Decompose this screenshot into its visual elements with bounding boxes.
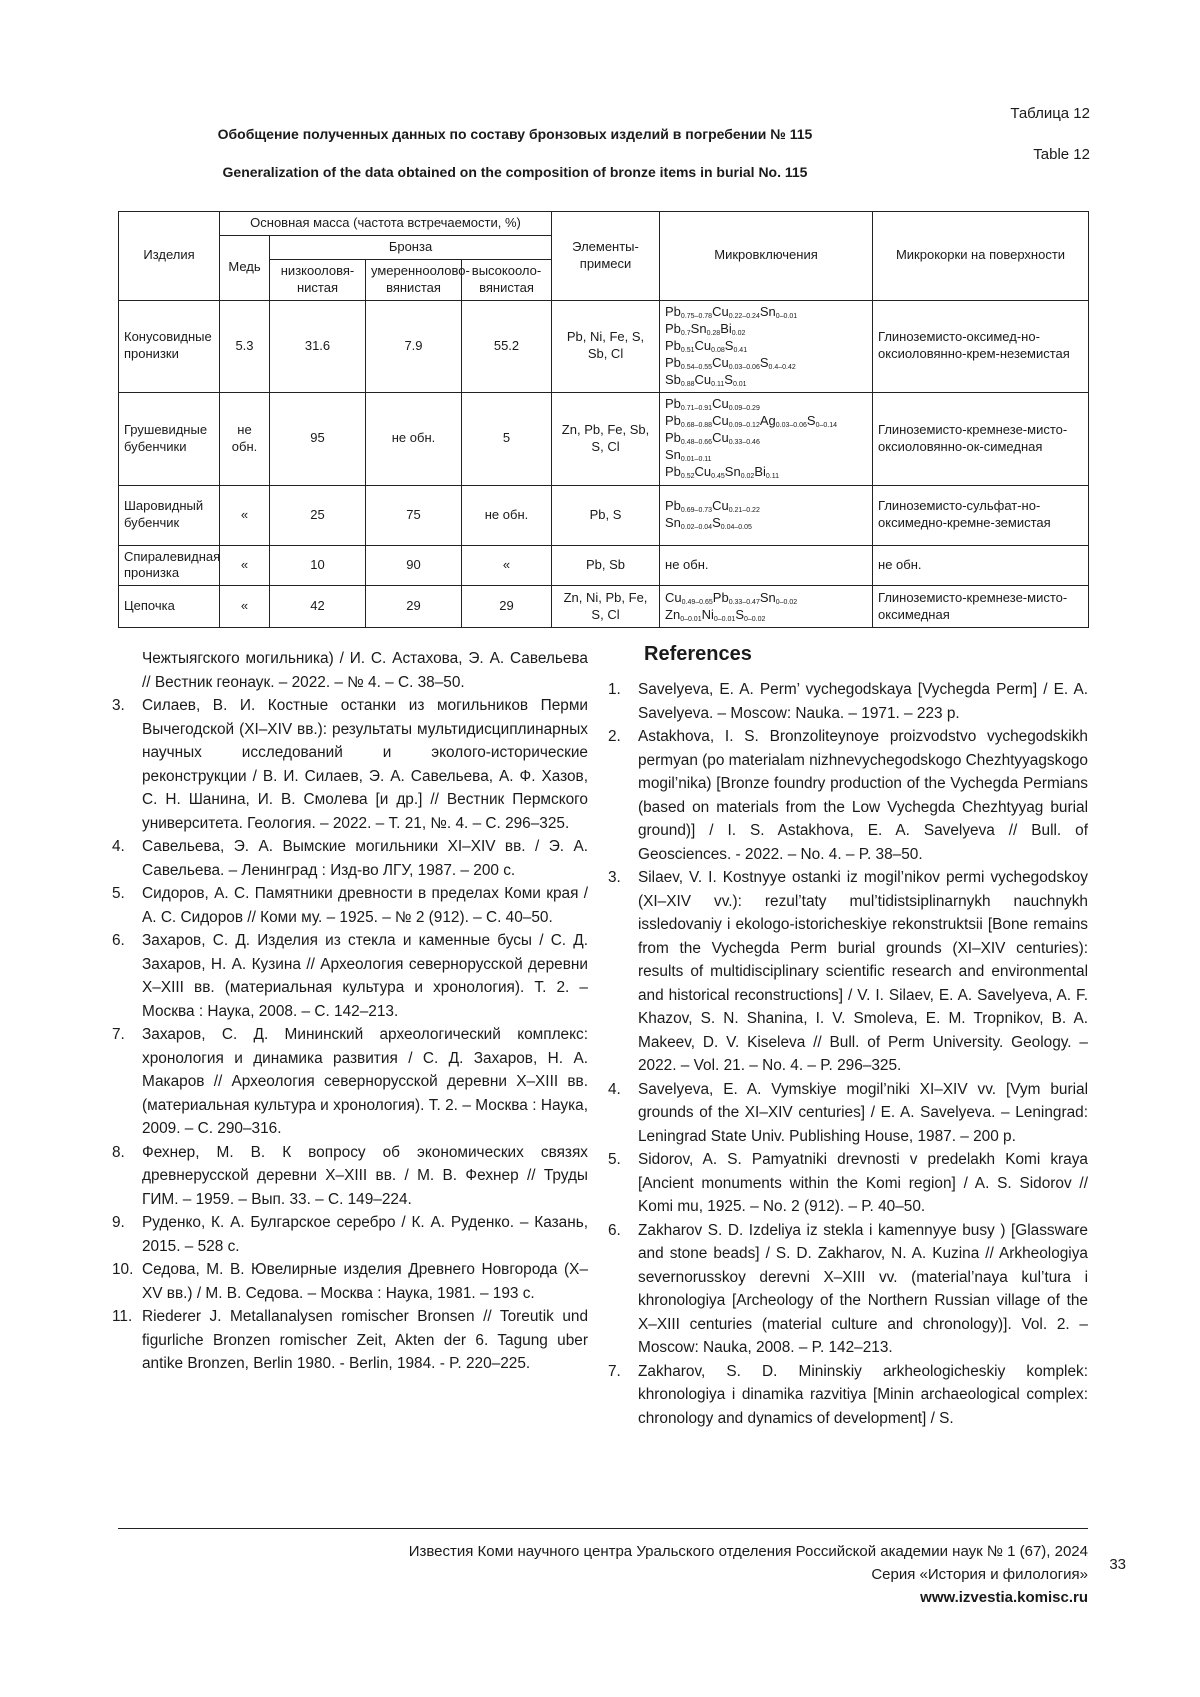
- table-row: [119, 393, 1089, 485]
- low-tin-value: 31.6: [270, 300, 366, 392]
- reference-number: 11.: [112, 1308, 133, 1325]
- journal-url: www.izvestia.komisc.ru: [920, 1589, 1088, 1606]
- header-low-tin: низкооловя-нистая: [270, 259, 366, 300]
- microinclusions-cell: [660, 300, 873, 392]
- reference-number: 4.: [112, 838, 125, 855]
- reference-item: [112, 929, 588, 1023]
- reference-number: 6.: [112, 932, 125, 949]
- header-impurities: Элементы-примеси: [552, 212, 660, 301]
- table-label-ru: Таблица 12: [1010, 105, 1090, 122]
- microinclusions-cell: [660, 393, 873, 485]
- reference-number: 5.: [112, 885, 125, 902]
- footer-divider: [118, 1528, 1088, 1529]
- header-items: Изделия: [119, 212, 220, 301]
- reference-item: [608, 1078, 1088, 1149]
- header-microinclusions: Микровключения: [660, 212, 873, 301]
- reference-item: [608, 678, 1088, 725]
- formula-line: $Pb_{0.71-0.91}Cu_{0.09-0.29}$: [665, 396, 760, 413]
- journal-title: Известия Коми научного центра Уральского отделения Российской академии наук № 1 (67), 2024: [408, 1543, 1088, 1560]
- copper-value: «: [220, 545, 270, 586]
- high-tin-value: 29: [462, 586, 552, 628]
- reference-text: Zakharov, S. D. Mininskiy arkheologicheskiy komplek: khronologiya i dinamika razvitiya [Minin archaeological complex: chronology and dynamics of development] / S.: [638, 1362, 1088, 1427]
- reference-number: 8.: [112, 1143, 125, 1161]
- reference-item: [112, 1023, 588, 1141]
- high-tin-value: 55.2: [462, 300, 552, 392]
- formula-line: $Sn_{0.01-0.11}$: [665, 447, 712, 464]
- reference-text: Riederer J. Metallanalysen romischer Bronsen // Toreutik und figurliche Bronzen romischer Zeit, Akten der 6. Tagung uber antike Bronzen, Berlin 1980. - Berlin, 1984. - P. 220–225.: [142, 1308, 588, 1372]
- reference-number: 9.: [112, 1214, 125, 1231]
- reference-item: [608, 866, 1088, 1078]
- formula-line: $Pb_{0.51}Cu_{0.08}S_{0.41}$: [665, 337, 748, 354]
- formula-line: $Pb_{0.54-0.55}Cu_{0.03-0.06}S_{0.4-0.42}$: [665, 354, 796, 371]
- reference-text: Silaev, V. I. Kostnyye ostanki iz mogil’nikov permi vychegodskoy (XI–XIV vv.): rezul’taty mul’tidistsiplinarnykh nauchnykh issledovaniy i ekologo-istoricheskiye rekonstruktsii [Bone remains from the Vychegda Perm burial grounds (XI–XIV centuries): results of multidisciplinary scientific research and environmental and historical reconstructions] / V. I. Silaev, E. A. Savelyeva, A. F. Khazov, S. N. Shanina, I. V. Smoleva, E. M. Tropnikov, B. A. Makeev, D. V. Kiseleva // Bull. of Perm University. Geology. – 2022. – Vol. 21. – No. 4. – P. 296–325.: [638, 869, 1088, 1074]
- reference-text: Фехнер, М. В. К вопросу об экономических связях древнерусской деревни X–XIII вв. / М. В. Фехнер // Труды ГИМ. – 1959. – Вып. 33. – С. 149–224.: [142, 1143, 588, 1208]
- mid-tin-value: 90: [366, 545, 462, 586]
- copper-value: 5.3: [220, 300, 270, 392]
- microcrusts-value: не обн.: [873, 545, 1089, 586]
- reference-number: 7.: [112, 1026, 125, 1043]
- microinclusions-value: не обн.: [660, 545, 873, 586]
- high-tin-value: 5: [462, 393, 552, 485]
- header-main-mass: Основная масса (частота встречаемости, %): [220, 212, 552, 236]
- header-high-tin: высокооло-вянистая: [462, 259, 552, 300]
- impurities-value: Pb, S: [552, 485, 660, 545]
- reference-number: 10.: [112, 1261, 134, 1278]
- impurities-value: Zn, Ni, Pb, Fe, S, Cl: [552, 586, 660, 628]
- impurities-value: Pb, Ni, Fe, S, Sb, Cl: [552, 300, 660, 392]
- reference-text: Astakhova, I. S. Bronzoliteynoye proizvodstvo vychegodskikh permyan (po materialam nizhnevychegodskogo Chezhtyyagskogo mogil’nika) [Bronze foundry production of the Vychegda Permians (based on materials from the Low Vychegda Chezhtyyag burial ground)] / I. S. Astakhova, E. A. Savelyeva // Bull. of Geosciences. - 2022. – No. 4. – P. 38–50.: [638, 728, 1088, 863]
- microinclusions-cell: [660, 485, 873, 545]
- reference-number: 7.: [608, 1362, 621, 1380]
- reference-number: 6.: [608, 1221, 621, 1239]
- item-name: Цепочка: [119, 586, 220, 628]
- reference-item: [112, 835, 588, 882]
- reference-text: Седова, М. В. Ювелирные изделия Древнего Новгорода (X–XV вв.) / М. В. Седова. – Москва : Наука, 1981. – 193 с.: [142, 1261, 588, 1302]
- formula-line: $Pb_{0.68-0.88}Cu_{0.09-0.12}Ag_{0.03-0.06}S_{0-0.14}$: [665, 413, 838, 430]
- reference-item: [112, 694, 588, 835]
- microcrusts-value: Глиноземисто-оксимед-но-оксиоловянно-крем-неземистая: [873, 300, 1089, 392]
- item-name: Грушевидные бубенчики: [119, 393, 220, 485]
- microcrusts-value: Глиноземисто-кремнезе-мисто-оксимедная: [873, 586, 1089, 628]
- reference-text: Руденко, К. А. Булгарское серебро / К. А. Руденко. – Казань, 2015. – 528 с.: [142, 1214, 588, 1255]
- reference-item: [112, 647, 588, 694]
- reference-number: 2.: [608, 728, 621, 745]
- reference-item: [112, 1211, 588, 1258]
- formula-line: $Sn_{0.02-0.04}S_{0.04-0.05}$: [665, 515, 752, 531]
- copper-value: не обн.: [220, 393, 270, 485]
- page-number: 33: [1109, 1556, 1126, 1573]
- microinclusions-cell: [660, 586, 873, 628]
- references-heading: References: [644, 643, 752, 665]
- reference-item: [608, 1148, 1088, 1219]
- reference-text: Чежтыягского могильника) / И. С. Астахова, Э. А. Савельева // Вестник геонаук. – 2022. – № 4. – С. 38–50.: [142, 650, 588, 691]
- formula-line: $Zn_{0-0.01}Ni_{0-0.01}S_{0-0.02}$: [665, 606, 766, 623]
- table-row: [119, 300, 1089, 392]
- mid-tin-value: 7.9: [366, 300, 462, 392]
- formula-line: $Pb_{0.7}Sn_{0.28}Bi_{0.02}$: [665, 320, 746, 337]
- item-name: Шаровидный бубенчик: [119, 485, 220, 545]
- microcrusts-value: Глиноземисто-сульфат-но-оксимедно-кремне-земистая: [873, 485, 1089, 545]
- table-caption-ru: Обобщение полученных данных по составу бронзовых изделий в погребении № 115: [217, 126, 813, 142]
- copper-value: «: [220, 485, 270, 545]
- microcrusts-value: Глиноземисто-кремнезе-мисто-оксиоловянно-ок-симедная: [873, 393, 1089, 485]
- table-row: [119, 545, 1089, 586]
- header-microcrusts: Микрокорки на поверхности: [873, 212, 1089, 301]
- left-reference-list: [112, 647, 588, 1376]
- reference-text: Zakharov S. D. Izdeliya iz stekla i kamennyye busy ) [Glassware and stone beads] / S. D. Zakharov, N. A. Kuzina // Arkheologiya severnorusskoy derevni X–XIII vv. (material’naya kul’tura i khronologiya [Archeology of the Northern Russian village of the X–XIII centuries (material culture and chronology)]. Vol. 2. – Moscow: Nauka, 2008. – P. 142–213.: [638, 1221, 1088, 1356]
- copper-value: «: [220, 586, 270, 628]
- reference-number: 3.: [608, 869, 621, 886]
- reference-text: Захаров, С. Д. Мининский археологический комплекс: хронология и динамика развития / С. Д. Захаров, Н. А. Макаров // Археология севернорусской деревни X–XIII вв. (материальная культура и хронология). Т. 2. – Москва : Наука, 2009. – С. 290–316.: [142, 1026, 588, 1137]
- header-mid-tin: умеренноолово-вянистая: [366, 259, 462, 300]
- journal-footer: [409, 1540, 1088, 1609]
- reference-item: [112, 1258, 588, 1305]
- low-tin-value: 25: [270, 485, 366, 545]
- formula-line: $Sb_{0.88}Cu_{0.11}S_{0.01}$: [665, 371, 747, 388]
- reference-number: 3.: [112, 697, 125, 714]
- low-tin-value: 42: [270, 586, 366, 628]
- header-copper: Медь: [220, 235, 270, 300]
- header-bronze: Бронза: [270, 235, 552, 259]
- table-row: [119, 485, 1089, 545]
- reference-item: [112, 882, 588, 929]
- reference-number: 1.: [608, 681, 621, 698]
- mid-tin-value: 29: [366, 586, 462, 628]
- reference-text: Сидоров, А. С. Памятники древности в пределах Коми края / А. С. Сидоров // Коми му. – 1925. – № 2 (912). – С. 40–50.: [142, 885, 588, 926]
- high-tin-value: «: [462, 545, 552, 586]
- reference-text: Захаров, С. Д. Изделия из стекла и каменные бусы / С. Д. Захаров, Н. А. Кузина // Археология севернорусской деревни X–XIII вв. (материальная культура и хронология). Т. 2. – Москва : Наука, 2008. – С. 142–213.: [142, 932, 588, 1020]
- formula-line: $Cu_{0.49-0.65}Pb_{0.33-0.47}Sn_{0-0.02}$: [665, 589, 798, 606]
- journal-series: Серия «История и филология»: [871, 1566, 1088, 1583]
- reference-item: [608, 1360, 1088, 1431]
- low-tin-value: 10: [270, 545, 366, 586]
- reference-item: [608, 1219, 1088, 1360]
- right-reference-list: [608, 640, 1088, 1430]
- table-row: [119, 586, 1089, 628]
- formula-line: $Pb_{0.75-0.78}Cu_{0.22-0.24}Sn_{0-0.01}$: [665, 303, 798, 320]
- table-label-en: Table 12: [1033, 146, 1090, 163]
- mid-tin-value: не обн.: [366, 393, 462, 485]
- low-tin-value: 95: [270, 393, 366, 485]
- reference-number: 4.: [608, 1080, 621, 1098]
- item-name: Спиралевидная пронизка: [119, 545, 220, 586]
- table-caption-en: Generalization of the data obtained on the composition of bronze items in burial No. 115: [222, 164, 808, 180]
- reference-number: 5.: [608, 1151, 621, 1168]
- formula-line: $Pb_{0.48-0.66}Cu_{0.33-0.46}$: [665, 430, 760, 447]
- reference-item: [112, 1141, 588, 1212]
- formula-line: $Pb_{0.69-0.73}Cu_{0.21-0.22}$: [665, 497, 760, 514]
- impurities-value: Zn, Pb, Fe, Sb, S, Cl: [552, 393, 660, 485]
- reference-text: Savelyeva, E. A. Vymskiye mogil’niki XI–XIV vv. [Vym burial grounds of the XI–XIV centuries] / E. A. Savelyeva. – Leningrad: Leningrad State Univ. Publishing House, 1987. – 200 p.: [638, 1080, 1088, 1145]
- high-tin-value: не обн.: [462, 485, 552, 545]
- formula-line: $Pb_{0.52}Cu_{0.45}Sn_{0.02}Bi_{0.11}$: [665, 464, 779, 481]
- mid-tin-value: 75: [366, 485, 462, 545]
- reference-item: [112, 1305, 588, 1376]
- reference-text: Силаев, В. И. Костные останки из могильников Перми Вычегодской (XI–XIV вв.): результаты мультидисциплинарных научных исследований и эколого-исторические реконструкции / В. И. Силаев, Э. А. Савельева, А. Ф. Хазов, С. Н. Шанина, И. В. Смолева [и др.] // Вестник Пермского университета. Геология. – 2022. – Т. 21, №. 4. – С. 296–325.: [142, 697, 588, 832]
- reference-text: Savelyeva, E. A. Perm’ vychegodskaya [Vychegda Perm] / E. A. Savelyeva. – Moscow: Nauka. – 1971. – 223 p.: [638, 681, 1088, 722]
- item-name: Конусовидные пронизки: [119, 300, 220, 392]
- reference-item: [608, 725, 1088, 866]
- impurities-value: Pb, Sb: [552, 545, 660, 586]
- reference-text: Савельева, Э. А. Вымские могильники XI–XIV вв. / Э. А. Савельева. – Ленинград : Изд-во ЛГУ, 1987. – 200 с.: [142, 838, 588, 879]
- reference-text: Sidorov, A. S. Pamyatniki drevnosti v predelakh Komi kraya [Ancient monuments within the Komi region] / A. S. Sidorov // Komi mu, 1925. – No. 2 (912). – P. 40–50.: [638, 1151, 1088, 1215]
- composition-table: [118, 211, 1089, 628]
